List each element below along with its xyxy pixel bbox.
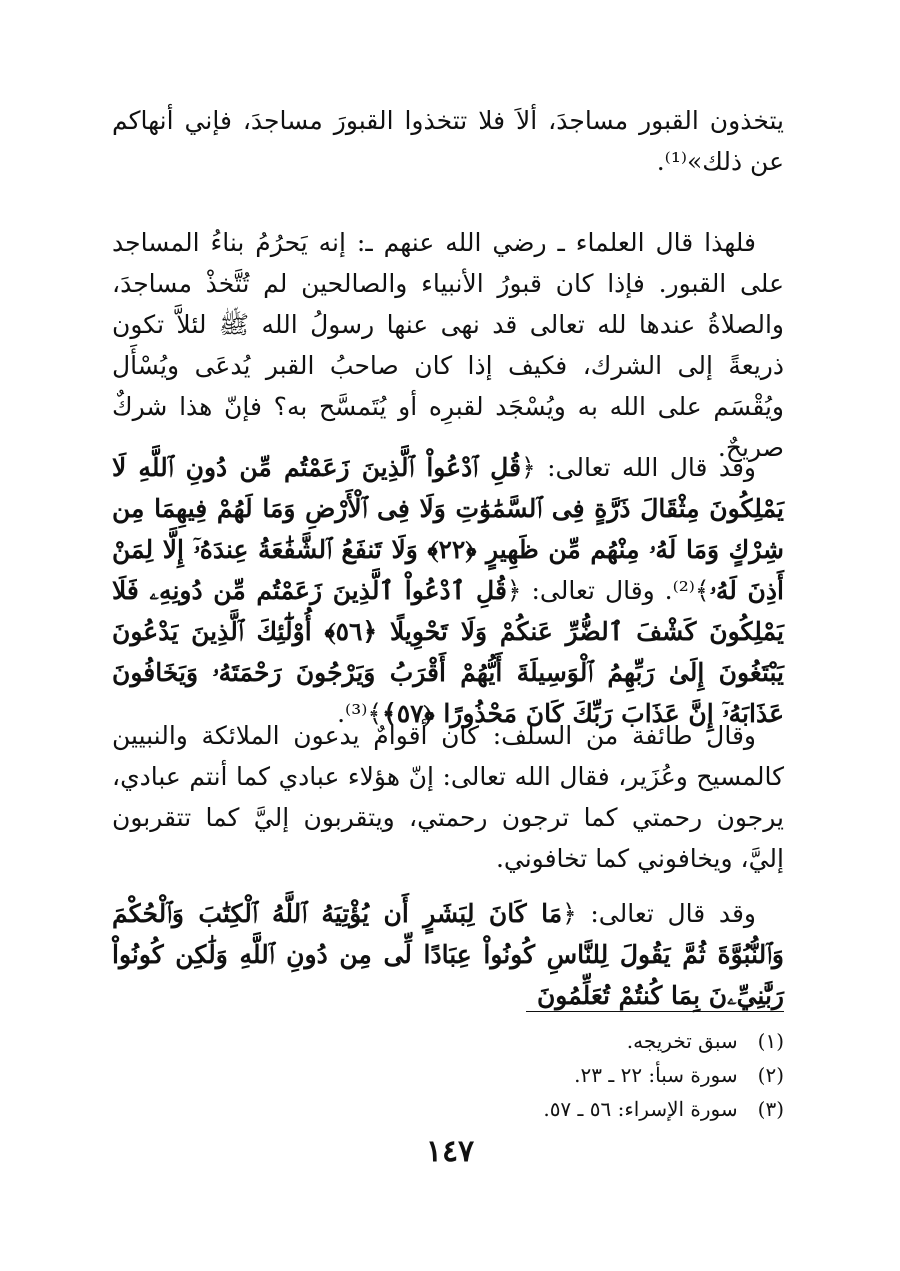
paragraph-intro: وقد قال تعالى: ﴿ [562, 899, 756, 928]
footnote-2 [184, 1058, 784, 1092]
quran-verse-al-imran: مَا كَانَ لِبَشَرٍ أَن يُؤْتِيَهُ ٱللَّهُ ٱلْكِتَٰبَ وَٱلْحُكْمَ وَٱلنُّبُوَّةَ ثُمَّ يَقُولَ لِلنَّاسِ كُونُواْ عِبَادًا لِّى مِن دُونِ ٱللَّهِ وَلَٰكِن كُونُواْ رَبَّٰنِيِّۦنَ بِمَا كُنتُمْ تُعَلِّمُونَ [112, 899, 784, 1010]
paragraph-scholars [112, 222, 784, 468]
footnote-divider [526, 1011, 784, 1012]
footnote-number: (٣) [757, 1097, 784, 1121]
footnote-text: سورة الإسراء: ٥٦ ـ ٥٧. [543, 1097, 738, 1121]
footnote-text: سبق تخريجه. [626, 1029, 738, 1053]
footnote-number: (٢) [757, 1063, 784, 1087]
verse-close: ﴾⁽³⁾. [337, 699, 383, 728]
paragraph-text: يتخذون القبور مساجدَ، ألاَ فلا تتخذوا القبورَ مساجدَ، فإني أنهاكم عن ذلك»⁽¹⁾. [112, 106, 784, 176]
footnote-1 [184, 1024, 784, 1058]
paragraph-text: وقال طائفة من السلف: كان أقوامٌ يدعون الملائكة والنبيين كالمسيح وعُزَير، فقال الله تعالى: إنّ هؤلاء عبادي كما أنتم عبادي، يرجون رحمتي كما ترجون رحمتي، ويتقربون إليَّ كما تتقربون إليَّ، ويخافوني كما تخافوني. [112, 721, 784, 873]
footnote-3 [184, 1092, 784, 1126]
footnote-text: سورة سبأ: ٢٢ ـ ٢٣. [574, 1063, 738, 1087]
verse-close-and-transition: ﴾⁽²⁾. وقال تعالى: ﴿ [506, 576, 710, 605]
paragraph-salaf [112, 715, 784, 879]
paragraph-al-imran [112, 893, 784, 1016]
paragraph-intro: وقد قال الله تعالى: ﴿ [521, 453, 756, 482]
paragraph-quran-citation [112, 447, 784, 734]
paragraph-continuation [112, 100, 784, 182]
quran-verse-saba: قُلِ ٱدْعُواْ ٱلَّذِينَ زَعَمْتُم مِّن دُونِ ٱللَّهِ لَا يَمْلِكُونَ مِثْقَالَ ذَرَّةٍ فِى ٱلسَّمَٰوَٰتِ وَلَا فِى ٱلْأَرْضِ وَمَا لَهُمْ فِيهِمَا مِن شِرْكٍ وَمَا لَهُۥ مِنْهُم مِّن ظَهِيرٍ ﴿٢٢﴾ وَلَا تَنفَعُ ٱلشَّفَٰعَةُ عِندَهُۥٓ إِلَّا لِمَنْ أَذِنَ لَهُۥ [112, 453, 784, 605]
footnote-number: (١) [757, 1029, 784, 1053]
paragraph-text: فلهذا قال العلماء ـ رضي الله عنهم ـ: إنه يَحرُمُ بناءُ المساجد على القبور. فإذا كان قبورُ الأنبياء والصالحين لم تُتَّخذْ مساجدَ، والصلاةُ عندها لله تعالى قد نهى عنها رسولُ الله ﷺ لئلاَّ تكون ذريعةً إلى الشرك، فكيف إذا كان صاحبُ القبر يُدعَى ويُسْأَل ويُقْسَم على الله به ويُسْجَد لقبرِه أو يُتَمسَّح به؟ فإنّ هذا شركٌ صريحٌ. [112, 228, 784, 462]
quran-verse-isra: قُلِ ٱدْعُواْ ٱلَّذِينَ زَعَمْتُم مِّن دُونِهِۦ فَلَا يَمْلِكُونَ كَشْفَ ٱلضُّرِّ عَنكُمْ وَلَا تَحْوِيلًا ﴿٥٦﴾ أُوْلَٰٓئِكَ ٱلَّذِينَ يَدْعُونَ يَبْتَغُونَ إِلَىٰ رَبِّهِمُ ٱلْوَسِيلَةَ أَيُّهُمْ أَقْرَبُ وَيَرْجُونَ رَحْمَتَهُۥ وَيَخَافُونَ عَذَابَهُۥٓ إِنَّ عَذَابَ رَبِّكَ كَانَ مَحْذُورًا ﴿٥٧﴾ [112, 576, 784, 728]
page-number: ١٤٧ [425, 1134, 475, 1169]
